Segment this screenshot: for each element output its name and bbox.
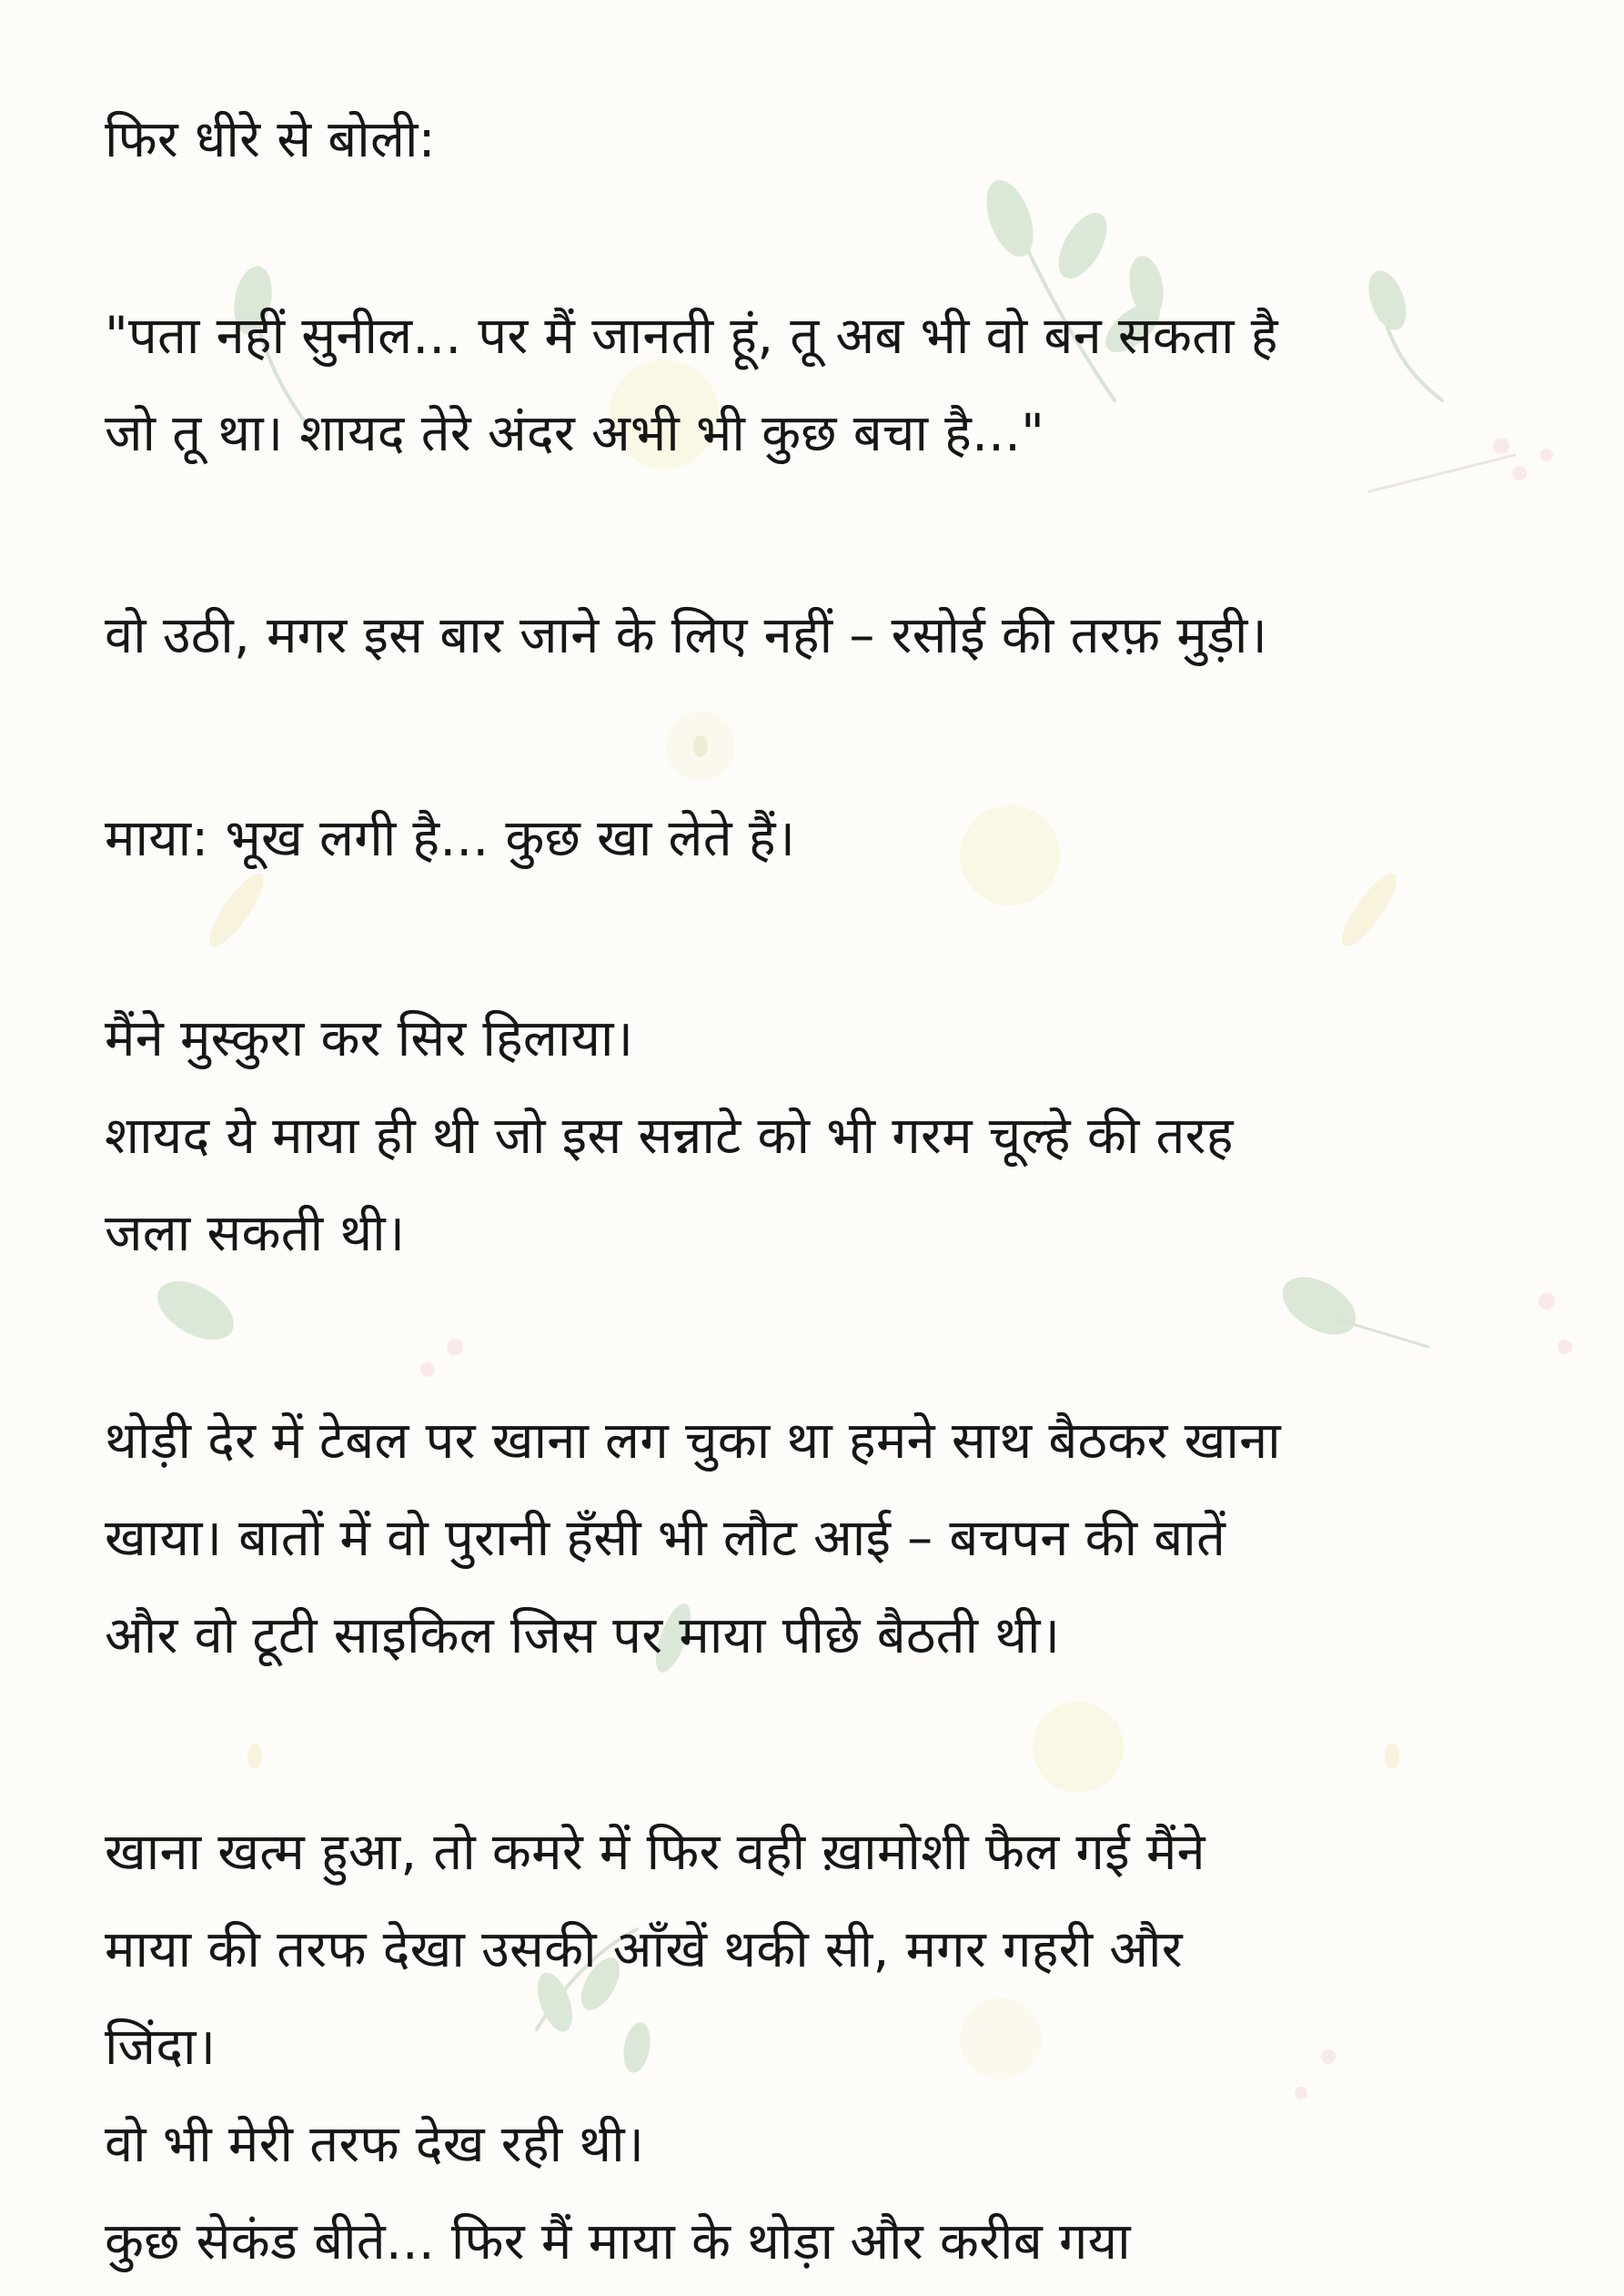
text-line: वो भी मेरी तरफ देख रही थी। bbox=[105, 2115, 645, 2174]
paragraph-4 bbox=[105, 790, 1560, 887]
text-line: और वो टूटी साइकिल जिस पर माया पीछे बैठती थी। bbox=[105, 1606, 1061, 1665]
text-line: जिंदा। bbox=[105, 2018, 217, 2077]
text-line: वो उठी, मगर इस बार जाने के लिए नहीं – रसोई की तरफ़ मुड़ी। bbox=[105, 606, 1267, 665]
text-line: फिर धीरे से बोली: bbox=[105, 110, 436, 169]
text-line: थोड़ी देर में टेबल पर खाना लग चुका था हमने साथ बैठकर खाना bbox=[105, 1411, 1281, 1471]
text-line: खाया। बातों में वो पुरानी हँसी भी लौट आई – बचपन की बातें bbox=[105, 1509, 1226, 1568]
paragraph-2 bbox=[105, 288, 1560, 482]
text-line: मैंने मुस्कुरा कर सिर हिलाया। bbox=[105, 1009, 634, 1068]
text-line: माया: भूख लगी है... कुछ खा लेते हैं। bbox=[105, 809, 796, 868]
paragraph-1 bbox=[105, 91, 1560, 188]
text-line: जो तू था। शायद तेरे अंदर अभी भी कुछ बचा है..." bbox=[105, 404, 1045, 463]
text-line: खाना खत्म हुआ, तो कमरे में फिर वही ख़ामोशी फैल गई मैंने bbox=[105, 1823, 1205, 1882]
text-line: "पता नहीं सुनील... पर मैं जानती हूं, तू अब भी वो बन सकता है bbox=[105, 307, 1278, 366]
text-line: कुछ सेकंड बीते... फिर मैं माया के थोड़ा और करीब गया bbox=[105, 2212, 1131, 2271]
paragraph-3 bbox=[105, 587, 1560, 684]
paragraph-7 bbox=[105, 1804, 1560, 2291]
text-line: शायद ये माया ही थी जो इस सन्नाटे को भी गरम चूल्हे की तरह bbox=[105, 1107, 1234, 1166]
text-line: माया की तरफ देखा उसकी आँखें थकी सी, मगर गहरी और bbox=[105, 1920, 1183, 1979]
paragraph-6 bbox=[105, 1392, 1560, 1684]
paragraph-5 bbox=[105, 990, 1560, 1282]
text-line: जला सकती थी। bbox=[105, 1204, 406, 1263]
